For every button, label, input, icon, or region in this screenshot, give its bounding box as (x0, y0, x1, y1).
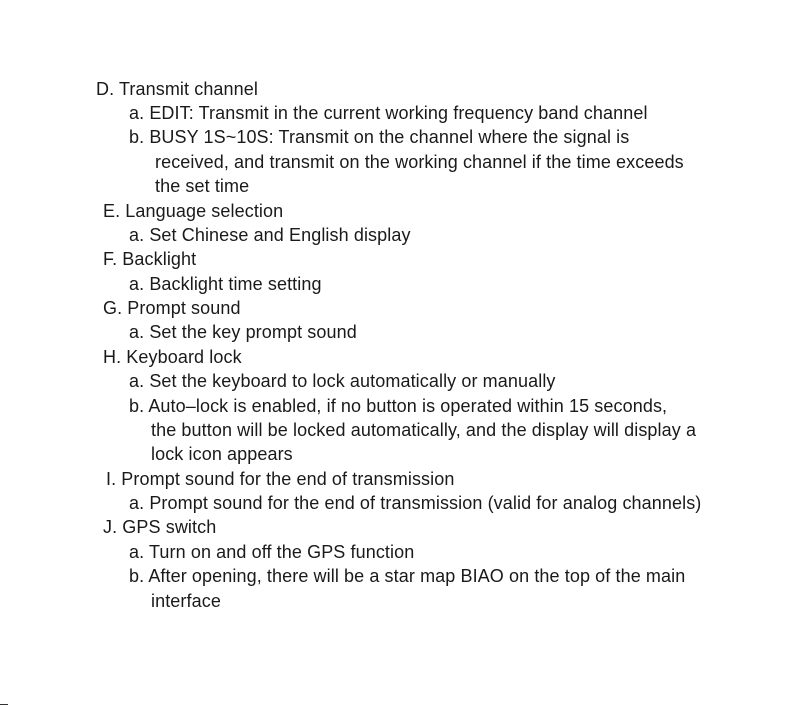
item-auto-lock-cont-1: the button will be locked automatically, and the display will display a (151, 420, 697, 440)
section-heading-gps-switch: J. GPS switch (103, 517, 217, 537)
item-gps-star-map: b. After opening, there will be a star map BIAO on the top of the main (129, 566, 686, 586)
item-auto-lock: b. Auto–lock is enabled, if no button is operated within 15 seconds, (129, 396, 668, 416)
section-heading-end-of-transmission: I. Prompt sound for the end of transmission (106, 469, 455, 489)
crop-mark (0, 704, 8, 705)
item-keyboard-lock-mode: a. Set the keyboard to lock automatically or manually (129, 371, 556, 391)
item-backlight-time: a. Backlight time setting (129, 274, 322, 294)
section-heading-backlight: F. Backlight (103, 249, 197, 269)
item-busy-transmit-cont-2: the set time (155, 176, 250, 196)
section-heading-language-selection: E. Language selection (103, 201, 284, 221)
item-gps-star-map-cont: interface (151, 591, 221, 611)
item-end-transmission-sound: a. Prompt sound for the end of transmission (valid for analog channels) (129, 493, 702, 513)
section-heading-prompt-sound: G. Prompt sound (103, 298, 241, 318)
item-busy-transmit-cont-1: received, and transmit on the working channel if the time exceeds (155, 152, 684, 172)
item-auto-lock-cont-2: lock icon appears (151, 444, 293, 464)
item-language-display: a. Set Chinese and English display (129, 225, 411, 245)
item-gps-toggle: a. Turn on and off the GPS function (129, 542, 415, 562)
item-busy-transmit: b. BUSY 1S~10S: Transmit on the channel where the signal is (129, 127, 630, 147)
item-edit-transmit: a. EDIT: Transmit in the current working frequency band channel (129, 103, 648, 123)
item-key-prompt-sound: a. Set the key prompt sound (129, 322, 357, 342)
section-heading-transmit-channel: D. Transmit channel (96, 79, 258, 99)
section-heading-keyboard-lock: H. Keyboard lock (103, 347, 242, 367)
